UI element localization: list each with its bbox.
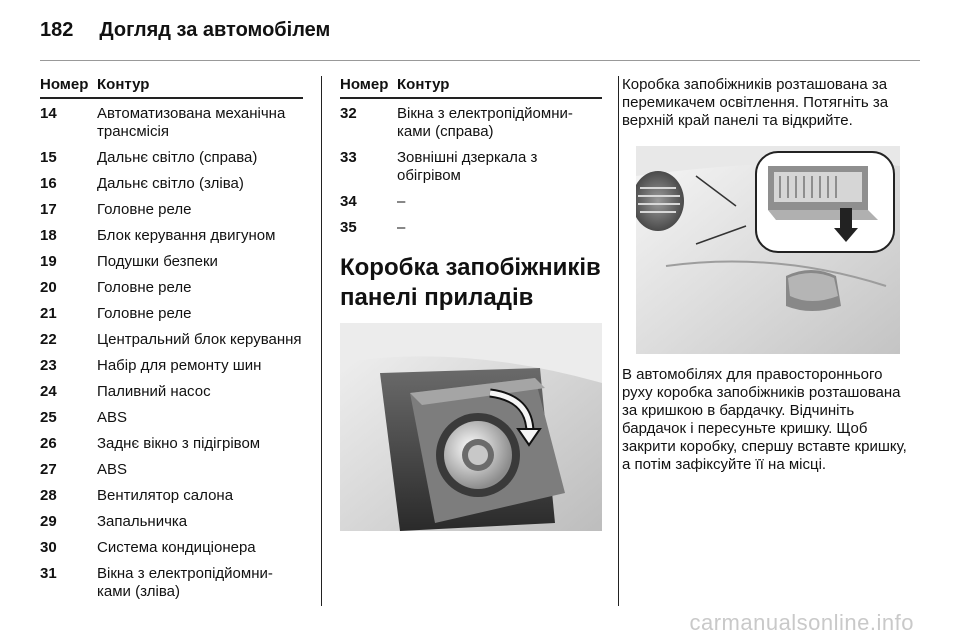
table-row (40, 383, 303, 401)
fuse-circuit: Подушки безпеки (97, 253, 218, 270)
table-row (40, 175, 303, 193)
fuse-circuit: Вікна з електропідйомни-ками (зліва) (97, 565, 273, 600)
fuse-number: 17 (40, 201, 57, 218)
table-row (40, 539, 303, 557)
fuse-circuit: Дальнє світло (зліва) (97, 175, 244, 192)
instruction-paragraph-2: В автомобілях для правостороннього руху коробка запобіжників розташована за кришкою в бардачку. Відчиніть бардачок і пересуньте кришку. Щоб закрити коробку, спершу вставте кришку, а потім зафіксуйте її на місці. (622, 366, 907, 473)
table-row (40, 357, 303, 375)
column-header-circuit: Контур (397, 76, 450, 93)
table-row (40, 435, 303, 453)
light-switch-panel-drawing (340, 323, 602, 531)
table-row (40, 461, 303, 479)
table-row (40, 279, 303, 297)
column-header-circuit: Контур (97, 76, 150, 93)
fuse-number: 20 (40, 279, 57, 296)
fuse-number: 16 (40, 175, 57, 192)
fuse-number: 30 (40, 539, 57, 556)
fuse-number: 27 (40, 461, 57, 478)
table-body (340, 99, 602, 237)
fuse-number: 35 (340, 219, 357, 236)
table-row (40, 305, 303, 323)
section-title: Коробка запобіжників панелі приладів (340, 254, 601, 311)
fuse-number: 21 (40, 305, 57, 322)
table-header (340, 76, 602, 99)
fuse-number: 33 (340, 149, 357, 166)
fuse-circuit: Зовнішні дзеркала з обігрівом (397, 149, 538, 184)
table-row (40, 513, 303, 531)
fuse-number: 24 (40, 383, 57, 400)
fuse-number: 23 (40, 357, 57, 374)
table-row (340, 193, 602, 211)
fuse-number: 25 (40, 409, 57, 426)
column-header-number: Номер (340, 76, 389, 93)
table-row (40, 201, 303, 219)
table-row (40, 149, 303, 167)
fuse-number: 14 (40, 105, 57, 122)
fuse-number: 28 (40, 487, 57, 504)
table-row (40, 227, 303, 245)
table-row (40, 487, 303, 505)
fuse-number: 29 (40, 513, 57, 530)
fuse-circuit: Головне реле (97, 279, 192, 296)
table-header (40, 76, 303, 99)
table-body (40, 99, 303, 601)
fuse-number: 32 (340, 105, 357, 122)
fuse-circuit: Автоматизована механічна трансмісія (97, 105, 286, 140)
fuse-circuit: Вікна з електропідйомни-ками (справа) (397, 105, 573, 140)
fuse-circuit: Вентилятор салона (97, 487, 234, 504)
fuse-circuit: Центральний блок керування (97, 331, 302, 348)
instruction-paragraph-1: Коробка запобіжників розташована за перемикачем освітлення. Потягніть за верхній край панелі та відкрийте. (622, 76, 889, 129)
table-row (340, 149, 602, 185)
glovebox-drawing (636, 146, 900, 354)
fuse-number: 34 (340, 193, 357, 210)
page-number: 182 (40, 18, 74, 41)
fuse-circuit: Набір для ремонту шин (97, 357, 262, 374)
table-row (40, 105, 303, 141)
fuse-circuit: Головне реле (97, 201, 192, 218)
light-switch-panel-illustration (340, 323, 602, 531)
column-divider (618, 76, 619, 606)
right-column (622, 76, 908, 474)
fuse-circuit: – (397, 219, 406, 236)
fuse-circuit: – (397, 193, 406, 210)
header-divider (40, 60, 920, 61)
column-header-number: Номер (40, 76, 89, 93)
table-row (40, 565, 303, 601)
fuse-number: 26 (40, 435, 57, 452)
table-row (40, 331, 303, 349)
fuse-circuit: Паливний насос (97, 383, 211, 400)
fuse-number: 19 (40, 253, 57, 270)
fuse-circuit: Система кондиціонера (97, 539, 256, 556)
fuse-circuit: Дальнє світло (справа) (97, 149, 258, 166)
table-row (340, 219, 602, 237)
fuse-circuit: Заднє вікно з підігрівом (97, 435, 261, 452)
fuse-number: 22 (40, 331, 57, 348)
fuse-table-left (40, 76, 303, 609)
fuse-circuit: Блок керування двигуном (97, 227, 276, 244)
middle-column (340, 76, 602, 531)
table-row (40, 253, 303, 271)
fuse-number: 18 (40, 227, 57, 244)
fuse-number: 15 (40, 149, 57, 166)
page-header (40, 12, 330, 48)
fuse-circuit: ABS (97, 461, 128, 478)
column-divider (321, 76, 322, 606)
fuse-circuit: ABS (97, 409, 128, 426)
fuse-circuit: Головне реле (97, 305, 192, 322)
watermark: carmanualsonline.info (689, 610, 914, 635)
fuse-number: 31 (40, 565, 57, 582)
glovebox-fuse-cover-illustration (636, 146, 900, 354)
table-row (340, 105, 602, 141)
table-row (40, 409, 303, 427)
page-title: Догляд за автомобілем (99, 18, 331, 41)
fuse-circuit: Запальничка (97, 513, 188, 530)
